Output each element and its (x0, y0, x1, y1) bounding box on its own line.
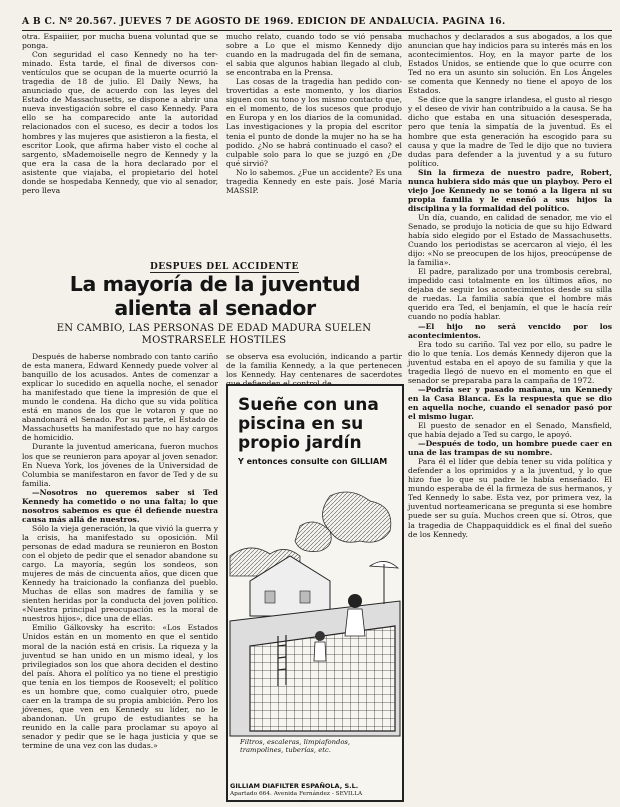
paragraph: Para él el líder que debía tener su vida política y defender a los oprimidos y a la juventud, y lo que hizo fue lo que su padre le había enseñado. El mundo esperaba de él la firmeza de sus hermanos, y Ted Kennedy lo sabe. Esta vez, por primera vez, la juventud norteamericana se pregunta si ese hombre puede ser su guía. Muchos creen que sí. Otros, que la tragedia de Chappaquiddick es el final del sueño de los Kennedy. (408, 457, 612, 539)
paragraph: Emilio Gálkovsky ha escrito: «Los Estados Unidos están en un momento en que el sentido moral de la nación está en crisis. La riqueza y la juventud se han unido en un mismo ideal, y los privilegiados son los que ahora deciden el destino del país. Ahora el político ya no tiene el prestigio que tenía en los tiempos de Roosevelt; el político es un hombre que, como cualquier otro, puede caer en la trampa de su propia ambición. Pero los jóvenes, que ven en Kennedy su líder, no le abandonan. Un grupo de estudiantes se ha reunido en la calle para proclamar su apoyo al senador y pedir que se le haga justicia y que se termine de una vez con las dudas.» (22, 623, 218, 751)
child-head (315, 631, 325, 641)
paragraph: muchachos y declarados a sus abogados, a los que anuncian que hay indicios para su interés más en los acontecimientos. Hoy, en la mayor parte de los Estados Unidos, se entiende que lo que ocurre con Ted no era un asunto sin solución. En Los Ángeles se comenta que Kennedy no tiene el apoyo de los Estados. (408, 32, 612, 96)
child-body (314, 642, 326, 661)
paragraph: —Después de todo, un hombre puede caer en una de las trampas de su nombre. (408, 439, 612, 458)
pool-advertisement (226, 384, 404, 802)
paragraph: Con seguridad el caso Kennedy no ha terminado. Esta tarde, el final de diversos conventículos que se ocupan de la muerte ocurrió la tragedia de 18 de julio. El Daily News, ha anunciado que, de acuerdo con las leyes del Estado de Massachusetts, se dispone a abrir una nueva investigación sobre el caso Kennedy. Para ello se ha comparecido ante la autoridad relacionados con el suceso, es decir a todos los hombres y las mujeres que asistieron a la fiesta, el escritor Look, que afirma haber visto el coche al sargento, sMademoiselle negro de Kennedy y la que era la casa de la hora declarado por el asistente que viajaba, el propietario del hotel donde se hospedaba Kennedy, que vio al senador, pero lleva (22, 50, 218, 195)
column-bottom-middle (226, 352, 402, 382)
article-headline: La mayoría de la juventud alienta al senador (69, 272, 361, 320)
paragraph: se observa esa evolución, indicando a partir de la familia Kennedy, a la que pertenecen los Kennedy. Hay centenares de sacerdotes (226, 352, 402, 380)
paragraph: Después de haberse nombrado con tanto cariño de esta manera, Edward Kennedy puede volver al banquillo de los acusados. Antes de comenzar a explicar lo sucedido en aquella noche, el senador ha manifestado que tiene la impresión de que el mundo le condena. Ha dicho que su vida política está en manos de los que le votaron y que no abandonará el Senado. Por su parte, el Estado de Massachusetts ha manifestado que no hay cargos de homicidio. (22, 352, 218, 443)
paragraph: mucho relato, cuando todo se vió pensaba sobre a Lo que el mismo Kennedy dijo cuando en la madrugada del fin de semana, el sabia que algunos habian llegado al club, se encontraba en la Prensa. (226, 32, 402, 78)
page-footer-mark: — (300, 796, 307, 804)
ad-company: GILLIAM DIAFILTER ESPAÑOLA, S.L. (230, 782, 359, 790)
ad-headline: Sueñe con una piscina en su propio jardín (238, 395, 379, 453)
page-header: A B C. Nº 20.567. JUEVES 7 DE AGOSTO DE 1969. EDICION DE ANDALUCIA. PAGINA 16. (22, 16, 612, 31)
paragraph: Sin la firmeza de nuestro padre, Robert, nunca hubiera sido más que un playboy. Pero el viejo Joe Kennedy no se tomó a la ligera ni su propia familia y le enseñó a sus hijos la disciplina y la formalidad del político. (408, 167, 612, 213)
column-right (408, 32, 612, 802)
paragraph: —Nosotros no queremos saber si Ted Kennedy ha cometido o no una falta; lo que nosotros sabemos es que él defiende nuestra causa más allá de nuestros. (22, 487, 218, 524)
column-top-left (22, 32, 218, 262)
column-top-middle (226, 32, 402, 262)
paragraph: No lo sabemos. ¿Fue un accidente? Es una tragedia Kennedy en este país. José María MASSIP. (226, 167, 402, 195)
house-window (265, 591, 275, 603)
paragraph: El puesto de senador en el Senado, Mansfield, que había dejado a Ted su cargo, le apoyó. (408, 421, 612, 440)
paragraph: Se dice que la sangre irlandesa, el gusto al riesgo y el deseo de vivir han contribuido a la causa. Se ha dicho que estaba en una situación desesperada, pero que tenía la simpatía de la juventud. Es el hombre que esta generación ha escogido para su causa y que la madre de Ted le dijo que no tuviera dudas para defender a la juventud y a su futuro político. (408, 95, 612, 168)
ad-address: Apartado 664. Avenida Fernández - SEVILLA (230, 791, 363, 797)
paragraph: —El hijo no será vencido por los acontecimientos. (408, 321, 612, 340)
section-label: DESPUES DEL ACCIDENTE (150, 262, 299, 272)
ad-subline: Y entonces consulte con GILLIAM (238, 457, 388, 466)
paragraph: otra. Espaiiier, por mucha buena voluntad que se ponga. (22, 32, 218, 51)
paragraph: Durante la juventud americana, fueron muchos los que se reunieron para apoyar al joven senador. En Nueva York, los jóvenes de la Universidad de Columbia se manifestaron en favor de Ted y de su familia. (22, 442, 218, 488)
article-subhead: EN CAMBIO, LAS PERSONAS DE EDAD MADURA SUELEN MOSTRARSELE HOSTILES (56, 323, 372, 346)
pool-illustration (230, 486, 400, 736)
ad-caption: Filtros, escaleras, limpiafondos, trampolines, tuberías, etc. (240, 738, 351, 754)
house-window (300, 591, 310, 603)
paragraph: Sólo la vieja generación, la que vivió la guerra y la crisis, ha manifestado su oposición. Mil personas de edad madura se reunieron en Boston con el objeto de pedir que el senador abandone su cargo. La mayoría, según los sondeos, son mujeres de más de cincuenta años, que dicen que Kennedy ha traicionado la confianza del pueblo. Muchas de ellas son madres de familia y se sienten heridas por la conducta del joven político. «Nuestra principal preocupación es la moral de nuestros hijos», dice una de ellas. (22, 523, 218, 624)
person-head (348, 594, 362, 608)
column-bottom-left (22, 352, 218, 802)
paragraph: El padre, paralizado por una trombosis cerebral, impedido casi totalmente en los últimos años, no dejaba de seguir los acontecimientos desde su silla de ruedas. La familia sabía que el hombre más querido era Ted, el benjamín, el que le hacía reír cuando no podía hablar. (408, 267, 612, 322)
paragraph: Era todo su cariño. Tal vez por ello, su padre le dio lo que tenía. Los demás Kennedy dijeron que la juventud estaba en el apoyo de su familia y que la tragedia llegó de nuevo en el momento en que el senador se preparaba para la campaña de 1972. (408, 339, 612, 385)
person-body (345, 609, 365, 636)
paragraph: Las cosas de la tragedia han pedido controvertidas a este momento, y los diarios siguen con su tono y los mismo contacto que, en el momento, de los sucesos que produjo en Europa y en los diarios de la comunidad. Las investigaciones y la propia del escritor tenia el punto de donde la mujer no ha se ha podido. ¿No se habrá continuado el caso? el culpable solo para lo que se juzgó en ¿De qué sirvió? (226, 77, 402, 168)
tree-foliage (323, 492, 391, 542)
paragraph: Un día, cuando, en calidad de senador, me vio el Senado, se produjo la noticia de que su hijo Edward había sido elegido por el Estado de Massachusetts. Cuando los periodistas se acercaron al viejo, él les dijo: «No se preocupen de los hijos, preocúpense de la familia». (408, 212, 612, 268)
paragraph: —Podría ser y pasado mañana, un Kennedy en la Casa Blanca. Es la respuesta que se dio en aquella noche, cuando el senador pasó por el mismo lugar. (408, 384, 612, 421)
